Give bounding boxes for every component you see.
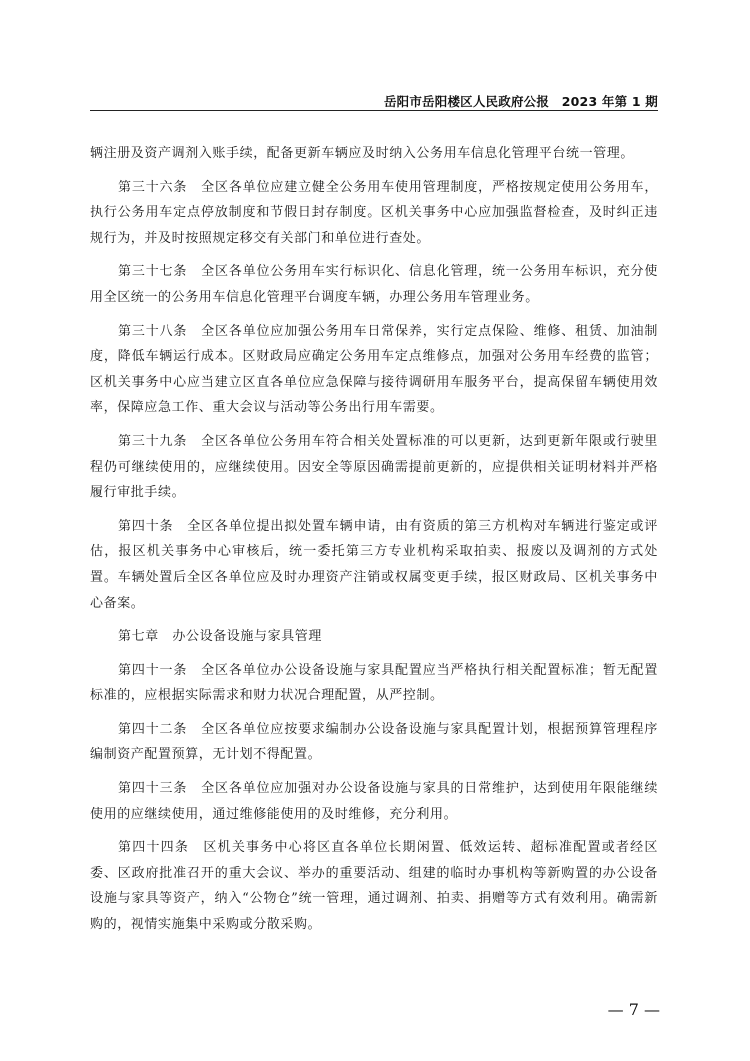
chapter-7-heading: 第七章 办公设备设施与家具管理: [118, 629, 323, 645]
header-divider: [90, 110, 658, 111]
publication-header: 岳阳市岳阳楼区人民政府公报 2023 年第 1 期: [383, 94, 658, 109]
document-body: [90, 141, 658, 938]
article-36: 第三十六条 全区各单位应建立健全公务用车使用管理制度，严格按规定使用公务用车，执行公务用车定点停放制度和节假日封存制度。区机关事务中心应加强监督检查，及时纠正违规行为，并及时按照规定移交有关部门和单位进行查处。: [90, 179, 658, 246]
article-42: 第四十二条 全区各单位应按要求编制办公设备设施与家具配置计划，根据预算管理程序编制资产配置预算，无计划不得配置。: [90, 721, 658, 763]
article-41: 第四十一条 全区各单位办公设备设施与家具配置应当严格执行相关配置标准；暂无配置标准的，应根据实际需求和财力状况合理配置，从严控制。: [90, 662, 658, 704]
article-40: 第四十条 全区各单位提出拟处置车辆申请，由有资质的第三方机构对车辆进行鉴定或评估，报区机关事务中心审核后，统一委托第三方专业机构采取拍卖、报废以及调剂的方式处置。车辆处置后全区各单位应及时办理资产注销或权属变更手续，报区财政局、区机关事务中心备案。: [90, 518, 658, 611]
article-39: 第三十九条 全区各单位公务用车符合相关处置标准的可以更新，达到更新年限或行驶里程仍可继续使用的，应继续使用。因安全等原因确需提前更新的，应提供相关证明材料并严格履行审批手续。: [90, 433, 658, 501]
article-43: 第四十三条 全区各单位应加强对办公设备设施与家具的日常维护，达到使用年限能继续使用的应继续使用，通过维修能使用的及时维修，充分利用。: [90, 781, 658, 822]
page-number: — 7 —: [607, 1000, 660, 1019]
article-38: 第三十八条 全区各单位应加强公务用车日常保养，实行定点保险、维修、租赁、加油制度，降低车辆运行成本。区财政局应确定公务用车定点维修点，加强对公务用车经费的监管；区机关事务中心应当建立区直各单位应急保障与接待调研用车服务平台，提高保留车辆使用效率，保障应急工作、重大会议与活动等公务出行用车需要。: [90, 323, 658, 416]
article-37: 第三十七条 全区各单位公务用车实行标识化、信息化管理，统一公务用车标识，充分使用全区统一的公务用车信息化管理平台调度车辆，办理公务用车管理业务。: [90, 264, 658, 305]
article-44: 第四十四条 区机关事务中心将区直各单位长期闲置、低效运转、超标准配置或者经区委、区政府批准召开的重大会议、举办的重要活动、组建的临时办事机构等新购置的办公设备设施与家具等资产，纳入“公物仓”统一管理，通过调剂、拍卖、捐赠等方式有效利用。确需新购的，视情实施集中采购或分散采购。: [90, 840, 658, 933]
paragraph-continuation: 辆注册及资产调剂入账手续，配备更新车辆应及时纳入公务用车信息化管理平台统一管理。: [90, 146, 635, 161]
